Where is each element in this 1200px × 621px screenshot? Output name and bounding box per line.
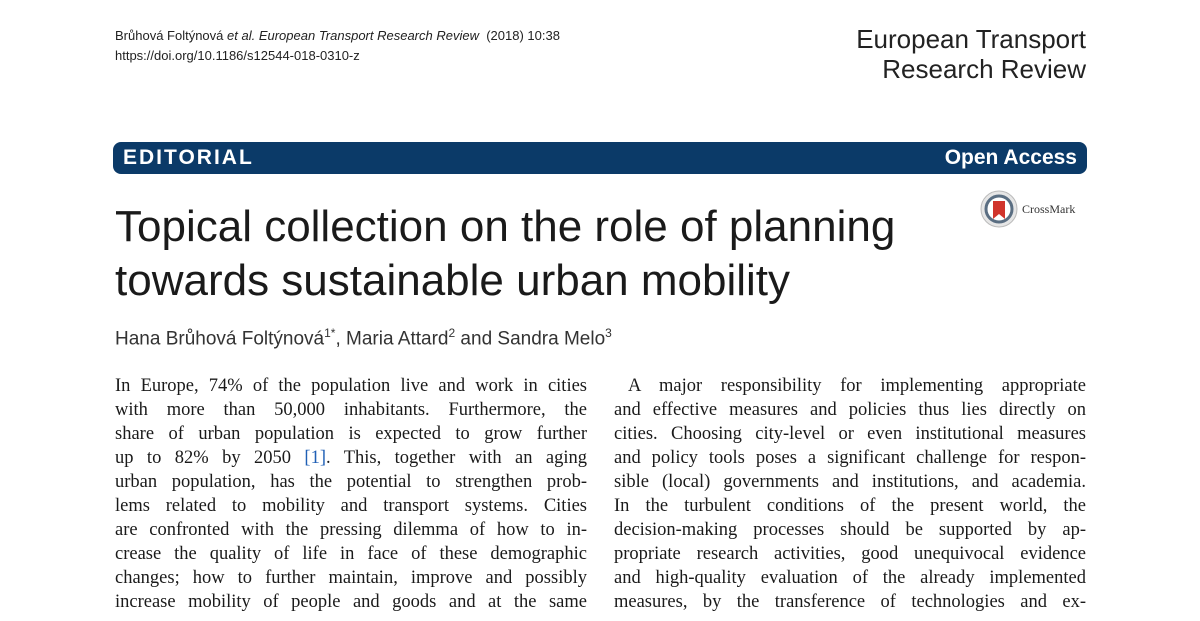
citation-block bbox=[115, 26, 560, 66]
body-text: . This, together with an aging bbox=[326, 448, 587, 468]
body-line: are confronted with the pressing dilemma of how to in- bbox=[115, 520, 587, 540]
body-line: decision-making processes should be supported by ap- bbox=[614, 520, 1086, 540]
author-affiliation: 1* bbox=[324, 326, 336, 340]
body-line: urban population, has the potential to strengthen prob- bbox=[115, 472, 587, 492]
article-type-banner bbox=[113, 142, 1087, 174]
author-list bbox=[115, 326, 612, 350]
reference-link[interactable]: [1] bbox=[304, 448, 326, 468]
body-line: share of urban population is expected to grow further bbox=[115, 424, 587, 444]
crossmark-icon bbox=[980, 190, 1018, 228]
citation-journal: European Transport Research Review bbox=[258, 28, 479, 43]
body-line: increase mobility of people and goods and at the same bbox=[115, 592, 587, 612]
journal-name-line2: Research Review bbox=[882, 54, 1086, 84]
body-column-left bbox=[115, 374, 587, 614]
body-line: lems related to mobility and transport systems. Cities bbox=[115, 496, 587, 516]
citation-line bbox=[115, 26, 560, 46]
body-line: propriate research activities, good unequivocal evidence bbox=[614, 544, 1086, 564]
body-text: up to 82% by 2050 bbox=[115, 448, 305, 468]
title-line: Topical collection on the role of planning bbox=[115, 202, 896, 251]
body-line: In the turbulent conditions of the present world, the bbox=[614, 496, 1086, 516]
body-line: cities. Choosing city-level or even institutional measures bbox=[614, 424, 1086, 444]
journal-name-line1: European Transport bbox=[856, 24, 1086, 54]
open-access-label: Open Access bbox=[944, 146, 1077, 169]
author-separator: , bbox=[335, 328, 347, 350]
body-line: with more than 50,000 inhabitants. Furthermore, the bbox=[115, 400, 587, 420]
crossmark-label: CrossMark bbox=[1022, 202, 1076, 216]
body-line: and high-quality evaluation of the already implemented bbox=[614, 568, 1086, 588]
body-line: and effective measures and policies thus lies directly on bbox=[614, 400, 1086, 420]
body-line: In Europe, 74% of the population live and work in cities bbox=[115, 376, 587, 396]
journal-name bbox=[766, 24, 1086, 84]
citation-volume: (2018) 10:38 bbox=[486, 28, 560, 43]
author-name[interactable]: Hana Brůhová Foltýnová bbox=[115, 328, 325, 350]
title-line: towards sustainable urban mobility bbox=[115, 256, 791, 305]
body-line: sible (local) governments and institutions, and academia. bbox=[614, 472, 1086, 492]
author-separator: and bbox=[455, 328, 498, 350]
body-column-right bbox=[614, 374, 1086, 614]
crossmark-button[interactable] bbox=[980, 190, 1090, 230]
author-affiliation: 3 bbox=[605, 326, 612, 340]
body-line: measures, by the transference of technologies and ex- bbox=[614, 592, 1086, 612]
article-title bbox=[115, 200, 955, 308]
citation-etal: et al. bbox=[227, 28, 256, 43]
body-line: changes; how to further maintain, improve and possibly bbox=[115, 568, 587, 588]
doi-link[interactable]: https://doi.org/10.1186/s12544-018-0310-z bbox=[115, 48, 360, 63]
article-type: EDITORIAL bbox=[123, 146, 254, 169]
body-line: A major responsibility for implementing appropriate bbox=[628, 376, 1086, 396]
body-line: and policy tools poses a significant challenge for respon- bbox=[614, 448, 1086, 468]
author-affiliation: 2 bbox=[448, 326, 456, 340]
body-line: crease the quality of life in face of these demographic bbox=[115, 544, 587, 564]
author-name[interactable]: Maria Attard bbox=[346, 328, 449, 350]
author-name[interactable]: Sandra Melo bbox=[497, 328, 606, 350]
citation-authors: Brůhová Foltýnová bbox=[115, 28, 228, 43]
body-line bbox=[115, 446, 587, 470]
